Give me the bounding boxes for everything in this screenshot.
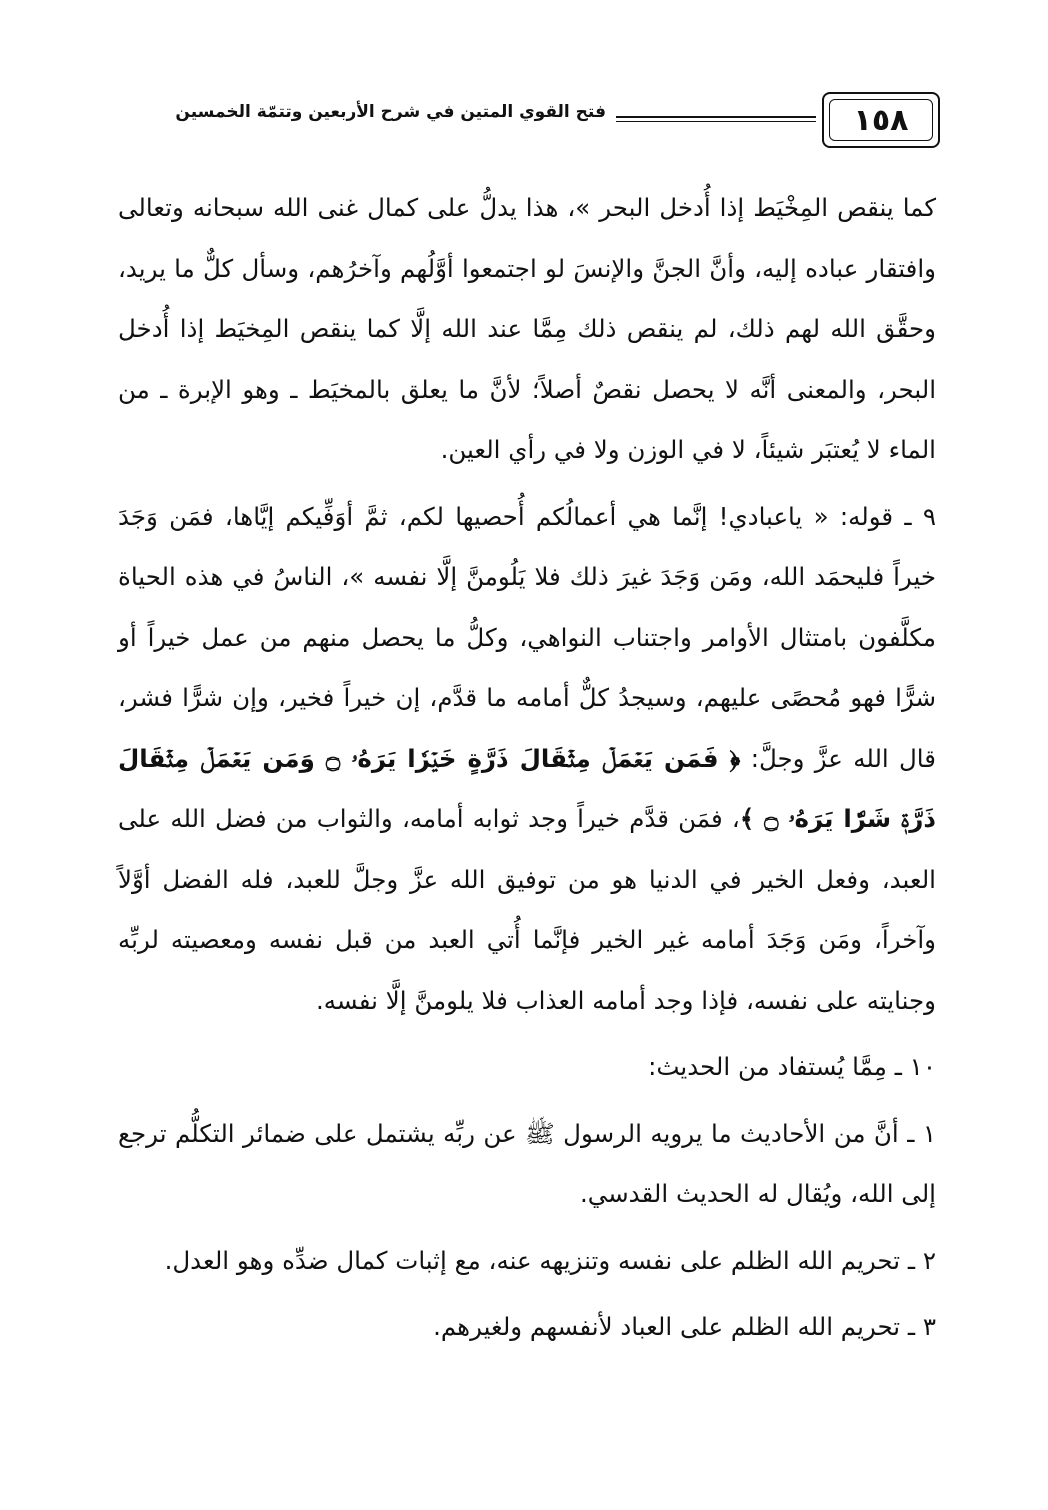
paragraph-2 — [118, 487, 936, 1032]
page-body — [118, 178, 936, 1358]
paragraph-2-start: ٩ ـ قوله: « ياعبادي! إنَّما هي أعمالُكم أُحصيها لكم، ثمَّ أوَفِّيكم إيَّاها، فمَن وَجَدَ خيراً فليحمَد الله، ومَن وَجَدَ غيرَ ذلك فلا يَلُومنَّ إلَّا نفسه »، الناسُ في هذه الحياة مكلَّفون بامتثال الأوامر واجتناب النواهي، وكلُّ ما يحصل منهم من عمل خيراً أو شرًّا فهو مُحصًى عليهم، وسيجدُ كلٌّ أمامه ما قدَّم، إن خيراً فخير، وإن شرًّا فشر، قال الله عزَّ وجلَّ: — [118, 501, 936, 773]
paragraph-1: كما ينقص المِخْيَط إذا أُدخل البحر »، هذا يدلُّ على كمال غنى الله سبحانه وتعالى وافتقار عباده إليه، وأنَّ الجنَّ والإنسَ لو اجتمعوا أوَّلُهم وآخرُهم، وسأل كلٌّ ما يريد، وحقَّق الله لهم ذلك، لم ينقص ذلك مِمَّا عند الله إلَّا كما ينقص المِخيَط إذا أُدخل البحر، والمعنى أنَّه لا يحصل نقصٌ أصلاً؛ لأنَّ ما يعلق بالمخيَط ـ وهو الإبرة ـ من الماء لا يُعتبَر شيئاً، لا في الوزن ولا في رأي العين. — [118, 193, 936, 464]
page-header — [108, 92, 940, 156]
benefit-item-2: ٢ ـ تحريم الله الظلم على نفسه وتنزيهه عنه، مع إثبات كمال ضدِّه وهو العدل. — [164, 1245, 936, 1275]
paragraph-2-end: ، فمَن قدَّم خيراً وجد ثوابه أمامه، والثواب من فضل الله على العبد، وفعل الخير في الدنيا هو من توفيق الله عزَّ وجلَّ للعبد، فله الفضل أوَّلاً وآخراً، ومَن وَجَدَ أمامه غير الخير فإنَّما أُتي العبد من قبل نفسه ومعصيته لربِّه وجنايته على نفسه، فإذا وجد أمامه العذاب فلا يلومنَّ إلَّا نفسه. — [118, 804, 936, 1015]
quran-verse: ﴿ فَمَن يَعۡمَلۡ مِثۡقَالَ ذَرَّةٍ خَيۡرٗا يَرَهُۥ ۝ وَمَن يَعۡمَلۡ مِثۡقَالَ ذَرَّةٖ شَرّٗا يَرَهُۥ ۝ ﴾ — [118, 743, 936, 833]
benefits-heading: ١٠ ـ مِمَّا يُستفاد من الحديث: — [648, 1052, 936, 1081]
page-number-frame — [822, 92, 940, 148]
page-number: ١٥٨ — [853, 102, 909, 138]
benefit-item-3: ٣ ـ تحريم الله الظلم على العباد لأنفسهم ولغيرهم. — [433, 1312, 936, 1341]
header-rule — [616, 116, 816, 118]
book-title: فتح القوي المتين في شرح الأربعين وتتمّة الخمسين — [175, 102, 606, 122]
benefit-item-1: ١ ـ أنَّ من الأحاديث ما يرويه الرسول ﷺ عن ربِّه يشتمل على ضمائر التكلُّم ترجع إلى الله، ويُقال له الحديث القدسي. — [118, 1118, 936, 1208]
